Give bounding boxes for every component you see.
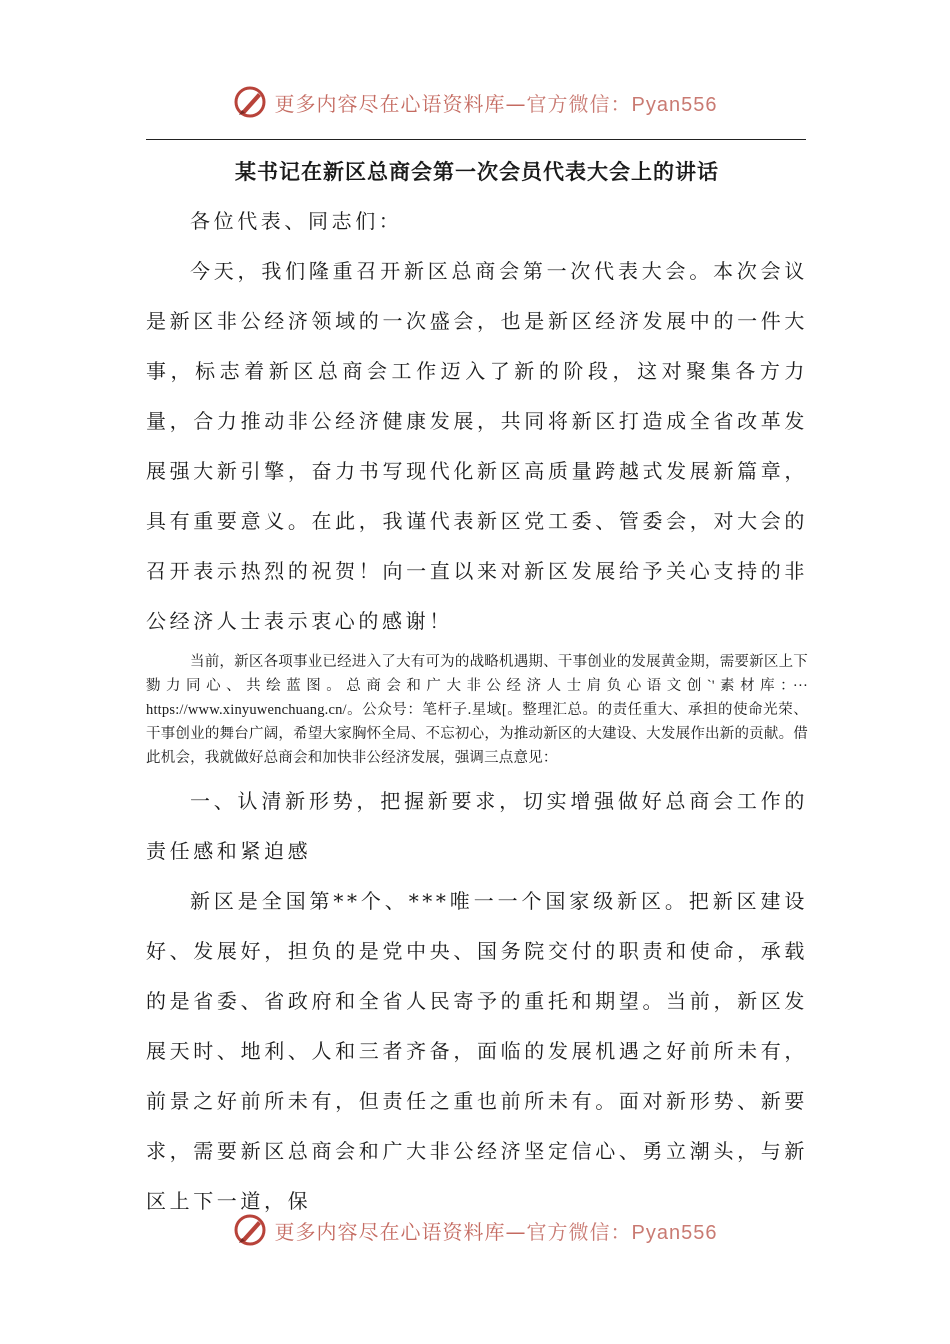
banner-brand: 更多内容尽在心语资料库 [274,1219,506,1244]
banner-wechat-label: 官方微信： [526,91,632,116]
banner-wechat-id: Pyan556 [631,1221,718,1244]
pen-logo-icon [233,1213,267,1247]
footer-banner [0,1210,950,1250]
section-heading-1: 一、认清新形势，把握新要求，切实增强做好总商会工作的责任感和紧迫感 [146,789,808,863]
banner-wechat-id: Pyan556 [631,93,718,116]
header-divider [146,139,806,140]
document-body [146,148,808,1226]
banner-separator: — [505,1219,527,1244]
paragraph-small-print: 当前，新区各项事业已经进入了大有可为的战略机遇期、干事创业的发展黄金期，需要新区上下勠力同心、共绘蓝图。总商会和广大非公经济人士肩负心语文创`'素材库：··· https://www.xinyuwenchuang.cn/。公众号：笔杆子.星域[。整理汇总。的责任重大、承担的使命光荣、干事创业的舞台广阔，希望大家胸怀全局、不忘初心，为推动新区的大建设、大发展作出新的贡献。借此机会，我就做好总商会和加快非公经济发展，强调三点意见： [146,654,808,766]
paragraph-opening: 今天，我们隆重召开新区总商会第一次代表大会。本次会议是新区非公经济领域的一次盛会，也是新区经济发展中的一件大事，标志着新区总商会工作迈入了新的阶段，这对聚集各方力量，合力推动非公经济健康发展，共同将新区打造成全省改革发展强大新引擎，奋力书写现代化新区高质量跨越式发展新篇章，具有重要意义。在此，我谨代表新区党工委、管委会，对大会的召开表示热烈的祝贺！向一直以来对新区发展给予关心支持的非公经济人士表示衷心的感谢！ [146,259,808,633]
banner-text [275,88,718,117]
document-title: 某书记在新区总商会第一次会员代表大会上的讲话 [235,160,719,184]
paragraph-section-1: 新区是全国第**个、***唯一一个国家级新区。把新区建设好、发展好，担负的是党中央、国务院交付的职责和使命，承载的是省委、省政府和全省人民寄予的重托和期望。当前，新区发展天时、地利、人和三者齐备，面临的发展机遇之好前所未有，前景之好前所未有，但责任之重也前所未有。面对新形势、新要求，需要新区总商会和广大非公经济坚定信心、勇立潮头，与新区上下一道，保 [146,889,808,1213]
salutation: 各位代表、同志们： [190,209,403,233]
pen-logo-icon [233,85,267,119]
header-banner [0,82,950,122]
banner-brand: 更多内容尽在心语资料库 [274,91,506,116]
banner-text [275,1216,718,1245]
banner-wechat-label: 官方微信： [526,1219,632,1244]
banner-separator: — [505,91,527,116]
